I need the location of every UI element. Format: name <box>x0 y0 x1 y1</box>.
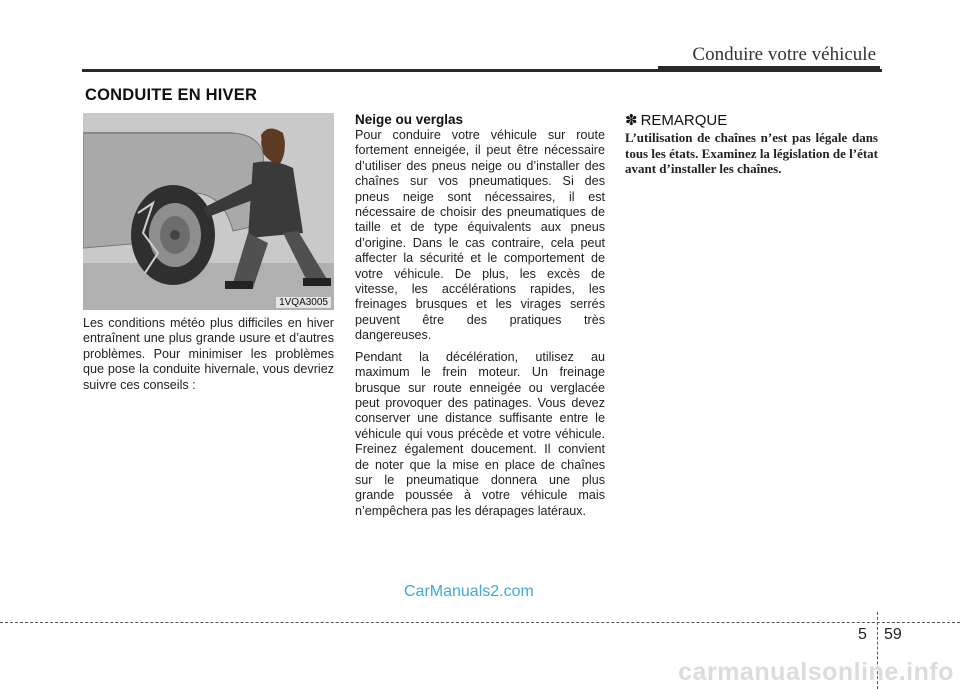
illustration-tire-chains <box>83 113 334 310</box>
watermark-link-top[interactable]: CarManuals2.com <box>404 583 534 600</box>
remark-heading-label: REMARQUE <box>640 112 728 129</box>
figure-code-label: 1VQA3005 <box>276 297 331 308</box>
intro-column <box>83 316 334 399</box>
snow-ice-heading: Neige ou verglas <box>355 112 464 127</box>
section-title: CONDUITE EN HIVER <box>85 86 258 104</box>
watermark-bottom: carmanualsonline.info <box>678 658 954 686</box>
snow-ice-column <box>355 128 605 525</box>
remark-text: L’utilisation de chaînes n’est pas légale dans tous les états. Examinez la législation de l’état avant d’installer les chaînes. <box>625 130 878 176</box>
page-header-title: Conduire votre véhicule <box>692 44 876 65</box>
footer-divider <box>0 622 960 623</box>
chapter-number: 5 <box>858 626 867 643</box>
remark-star-icon: ✽ <box>625 112 638 129</box>
page-number: 59 <box>884 626 902 643</box>
intro-paragraph: Les conditions météo plus difficiles en hiver entraînent une plus grande usure et d’autres problèmes. Pour minimiser les problèmes que pose la conduite hivernale, vous devriez suivre ces conseils : <box>83 316 334 392</box>
snow-ice-paragraph-2: Pendant la décélération, utilisez au maximum le frein moteur. Un freinage brusque sur route enneigée ou verglacée peut provoquer des patinages. Vous devez conserver une distance suffisante entre le véhicule qui vous précède et votre véhicule. Freinez également doucement. Il convient de noter que la mise en place de chaînes sur le pneumatique donnera une plus grande poussée à votre véhicule mais n’empêchera pas les dérapages latéraux. <box>355 349 605 518</box>
illustration-drawing <box>83 113 334 310</box>
remark-heading <box>625 111 727 129</box>
snow-ice-paragraph-1: Pour conduire votre véhicule sur route fortement enneigée, il peut être nécessaire d’utiliser des pneus neige ou d’installer des chaînes sur vos pneumatiques. Si des pneus neige sont nécessaires, il est nécessaire de choisir des pneumatiques de taille et de type équivalents aux pneus d’origine. Dans le cas contraire, cela peut affecter la sécurité et le comportement de votre véhicule. De plus, les excès de vitesse, les accélérations rapides, les freinages brusques et les virages serrés peuvent être des pratiques très dangereuses. <box>355 128 605 343</box>
header-rule-accent <box>658 66 880 72</box>
remark-column <box>625 130 878 183</box>
